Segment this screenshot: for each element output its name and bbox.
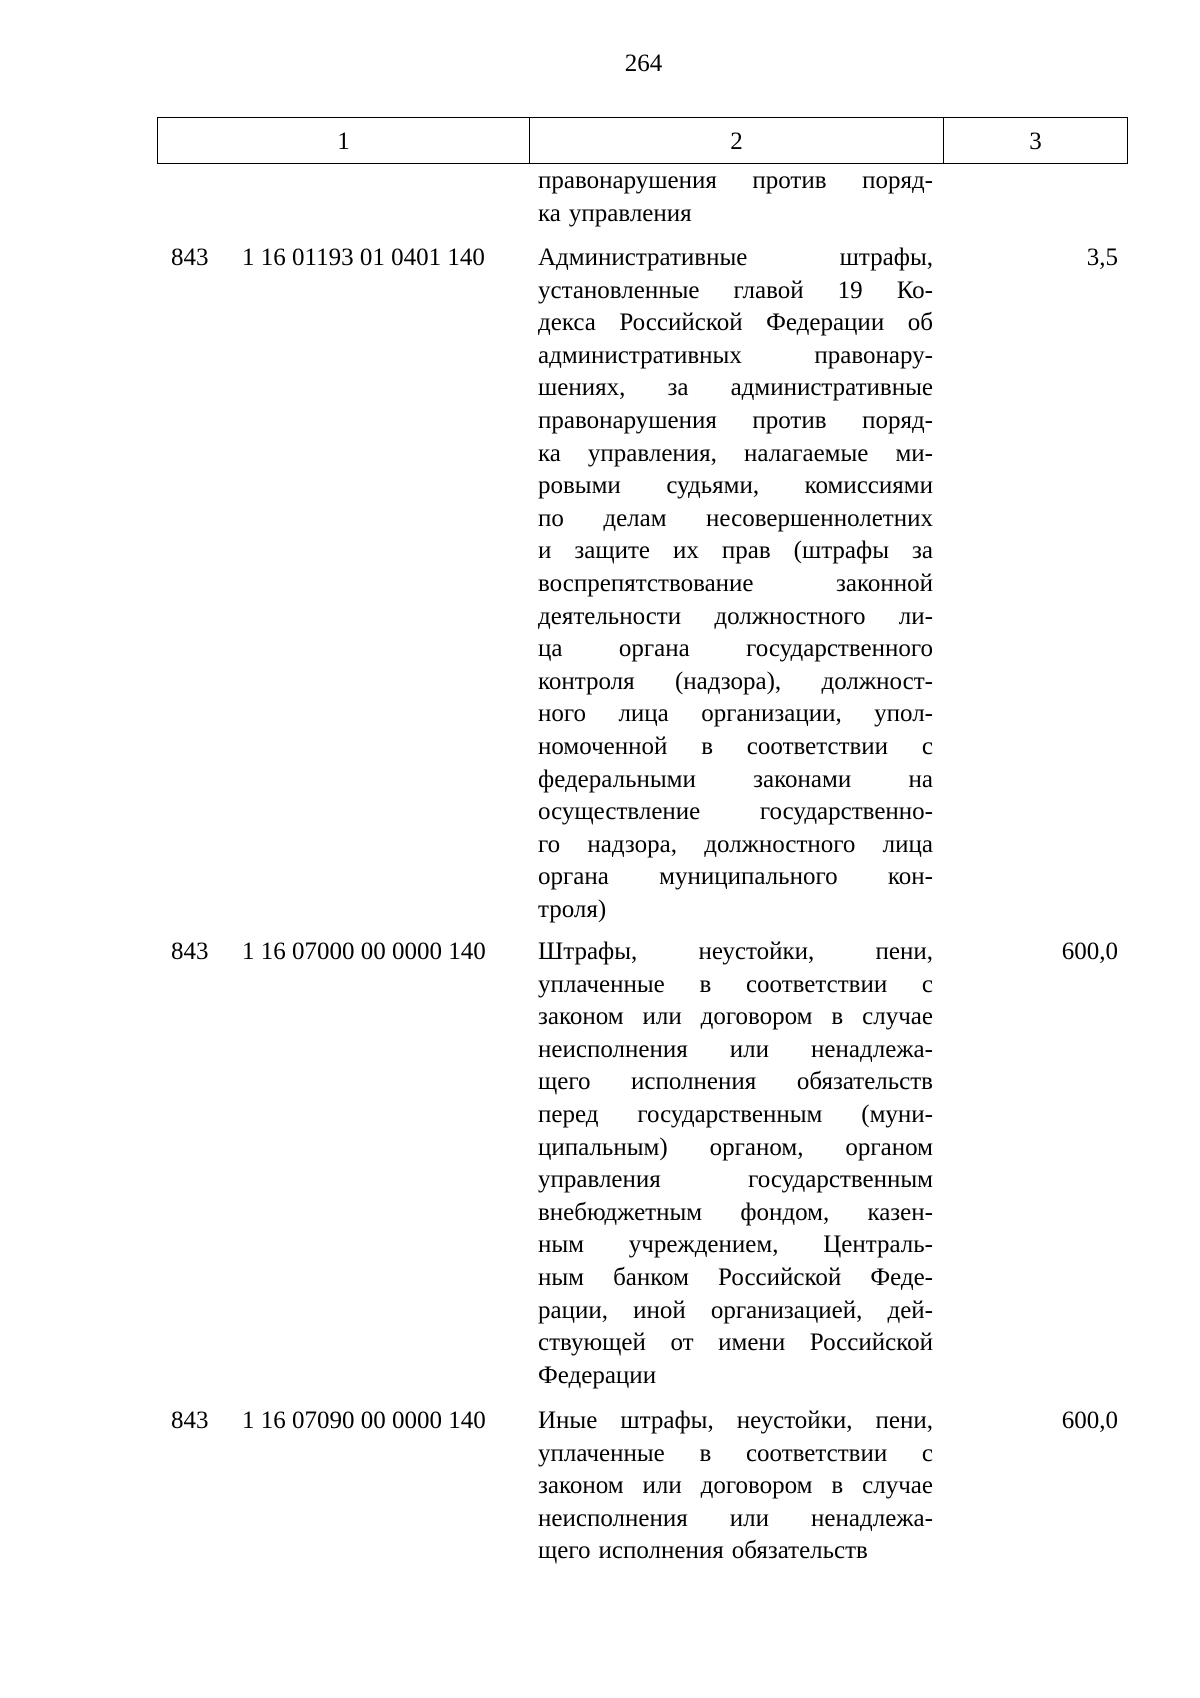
description-line: номоченной в соответствии с	[538, 732, 933, 760]
description-line: ципальным) органом, органом	[538, 1133, 933, 1161]
description-line: ка управления, налагаемые ми-	[538, 439, 933, 467]
description-line: законом или договором в случае	[538, 1472, 933, 1500]
description-line: ровыми судьями, комиссиями	[538, 472, 933, 500]
admin-code: 843	[171, 244, 209, 271]
budget-code: 1 16 07000 00 0000 140	[242, 938, 486, 965]
admin-code: 843	[171, 1407, 209, 1434]
amount: 3,5	[1086, 244, 1118, 271]
admin-code: 843	[171, 938, 209, 965]
description-line: декса Российской Федерации об	[538, 309, 933, 337]
description-line: управления государственным	[538, 1166, 933, 1194]
description-line: ного лица организации, упол-	[538, 700, 933, 728]
description-line: неисполнения или ненадлежа-	[538, 1035, 933, 1063]
description-line: правонарушения против поряд-	[538, 406, 933, 434]
row-description	[538, 936, 933, 1392]
description-line: законом или договором в случае	[538, 1003, 933, 1031]
amount: 600,0	[1061, 938, 1118, 965]
description-line: административных правонару-	[538, 341, 933, 369]
description-line: щего исполнения обязательств	[538, 1068, 933, 1096]
description-line: правонарушения против поряд-	[538, 167, 933, 194]
description-line: внебюджетным фондом, казен-	[538, 1198, 933, 1226]
description-line: ка управления	[538, 199, 692, 227]
row-description	[538, 242, 933, 926]
description-line: федеральными законами на	[538, 765, 933, 793]
continued-description	[538, 165, 933, 230]
description-line: Федерации	[538, 1361, 657, 1389]
header-col-1: 1	[158, 118, 530, 163]
description-line: уплаченные в соответствии с	[538, 970, 933, 998]
description-line: рации, иной организацией, дей-	[538, 1296, 933, 1324]
description-line: Штрафы, неустойки, пени,	[538, 938, 933, 965]
row-description	[538, 1405, 933, 1568]
description-line: Иные штрафы, неустойки, пени,	[538, 1407, 933, 1434]
description-line: го надзора, должностного лица	[538, 830, 933, 858]
description-line: ным учреждением, Централь-	[538, 1231, 933, 1259]
budget-code: 1 16 01193 01 0401 140	[242, 244, 485, 271]
description-line: осуществление государственно-	[538, 798, 933, 826]
description-line: и защите их прав (штрафы за	[538, 537, 933, 565]
description-line: щего исполнения обязательств	[538, 1537, 868, 1565]
description-line: ствующей от имени Российской	[538, 1329, 933, 1357]
description-line: органа муниципального кон-	[538, 863, 933, 891]
amount: 600,0	[1061, 1407, 1118, 1434]
description-line: по делам несовершеннолетних	[538, 504, 933, 532]
table-header	[157, 117, 1128, 164]
description-line: ца органа государственного	[538, 635, 933, 663]
description-line: воспрепятствование законной	[538, 569, 933, 597]
description-line: шениях, за административные	[538, 374, 933, 402]
header-col-3: 3	[1029, 127, 1042, 155]
budget-code: 1 16 07090 00 0000 140	[242, 1407, 486, 1434]
description-line: контроля (надзора), должност-	[538, 667, 933, 695]
description-line: установленные главой 19 Ко-	[538, 276, 933, 304]
header-col-2: 2	[530, 118, 944, 163]
description-line: Административные штрафы,	[538, 244, 933, 271]
page-number: 264	[624, 50, 663, 77]
description-line: деятельности должностного ли-	[538, 602, 933, 630]
description-line: троля)	[538, 895, 607, 923]
description-line: ным банком Российской Феде-	[538, 1263, 933, 1291]
description-line: уплаченные в соответствии с	[538, 1439, 933, 1467]
description-line: неисполнения или ненадлежа-	[538, 1504, 933, 1532]
description-line: перед государственным (муни-	[538, 1100, 933, 1128]
